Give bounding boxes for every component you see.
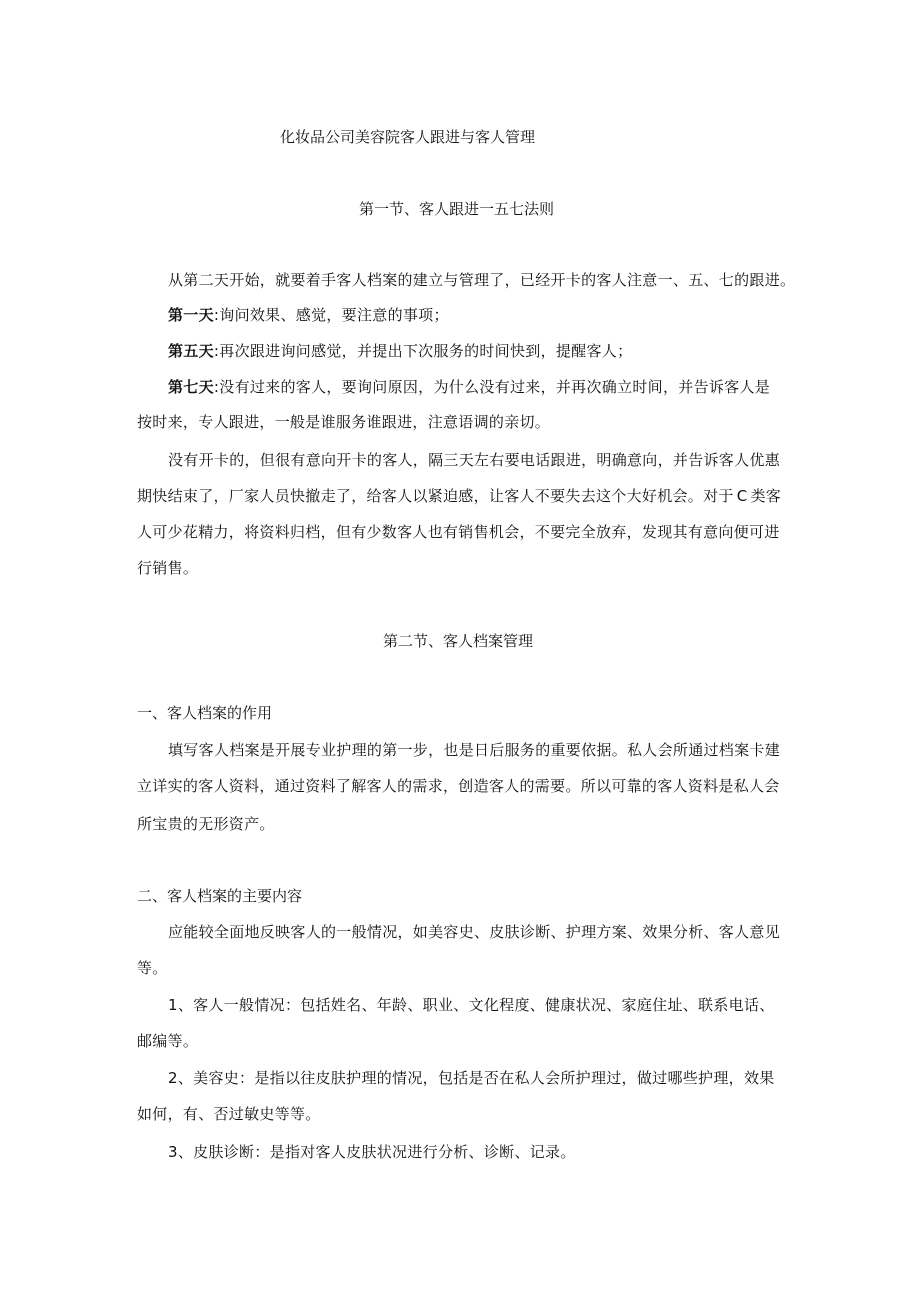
day-7-text-line-2: 按时来，专人跟进，一般是谁服务谁跟进，注意语调的亲切。: [137, 413, 551, 431]
day-1-text: 询问效果、感觉，要注意的事项；: [219, 306, 449, 324]
content-item-1-line-2: 邮编等。: [137, 1032, 199, 1050]
no-card-line-2-class-letter: C: [736, 487, 748, 505]
sub-1-heading: 一、客人档案的作用: [137, 704, 273, 722]
no-card-paragraph-line-3: 人可少花精力，将资料归档，但有少数客人也有销售机会，不要完全放弃，发现其有意向便可进: [137, 523, 780, 541]
content-item-1: [168, 995, 775, 1015]
no-card-paragraph-line-1: 没有开卡的，但很有意向开卡的客人，隔三天左右要电话跟进，明确意向，并告诉客人优惠: [168, 451, 781, 469]
sub-1-line-1: 填写客人档案是开展专业护理的第一步，也是日后服务的重要依据。私人会所通过档案卡建: [168, 741, 781, 759]
no-card-line-2-post: 类客: [750, 487, 782, 505]
day-5-text: 再次跟进询问感觉，并提出下次服务的时间快到，提醒客人；: [219, 342, 633, 360]
content-item-3-line-1: 皮肤诊断：是指对客人皮肤状况进行分析、诊断、记录。: [193, 1143, 576, 1161]
day-5-sep: :: [213, 342, 220, 360]
section-1-heading: 第一节、客人跟进一五七法则: [359, 200, 555, 218]
day-7-text-line-1: 没有过来的客人，要询问原因，为什么没有过来，并再次确立时间，并告诉客人是: [219, 378, 771, 396]
day-7-item: [168, 377, 770, 397]
section-2-heading: 第二节、客人档案管理: [383, 632, 534, 650]
sub-1-line-3: 所宝贵的无形资产。: [137, 815, 275, 833]
day-7-sep: :: [213, 378, 220, 396]
content-item-2-line-2: 如何，有、否过敏史等等。: [137, 1105, 321, 1123]
content-item-1-number: 1、: [168, 996, 194, 1014]
no-card-paragraph-line-2: [137, 486, 781, 506]
day-5-item: [168, 341, 632, 361]
content-item-1-line-1: 客人一般情况：包括姓名、年龄、职业、文化程度、健康状况、家庭住址、联系电话、: [193, 996, 775, 1014]
sub-2-intro-line-2: 等。: [137, 959, 168, 977]
content-item-2: [168, 1068, 775, 1088]
sub-2-intro-line-1: 应能较全面地反映客人的一般情况，如美容史、皮肤诊断、护理方案、效果分析、客人意见: [168, 923, 781, 941]
content-item-3-number: 3、: [168, 1143, 194, 1161]
day-5-label: 第五天: [168, 342, 214, 360]
content-item-3: [168, 1142, 576, 1162]
day-1-sep: :: [213, 306, 220, 324]
day-1-label: 第一天: [168, 306, 214, 324]
no-card-line-2-pre: 期快结束了，厂家人员快撤走了，给客人以紧迫感，让客人不要失去这个大好机会。对于: [137, 487, 734, 505]
day-1-item: [168, 305, 449, 325]
sub-1-line-2: 立详实的客人资料，通过资料了解客人的需求，创造客人的需要。所以可靠的客人资料是私人会: [137, 777, 780, 795]
content-item-2-number: 2、: [168, 1069, 194, 1087]
document-title: 化妆品公司美容院客人跟进与客人管理: [280, 128, 536, 146]
section-1-intro: 从第二天开始，就要着手客人档案的建立与管理了，已经开卡的客人注意一、五、七的跟进。: [168, 271, 796, 289]
no-card-paragraph-line-4: 行销售。: [137, 559, 199, 577]
day-7-label: 第七天: [168, 378, 214, 396]
sub-2-heading: 二、客人档案的主要内容: [137, 887, 303, 905]
content-item-2-line-1: 美容史：是指以往皮肤护理的情况，包括是否在私人会所护理过，做过哪些护理，效果: [193, 1069, 775, 1087]
